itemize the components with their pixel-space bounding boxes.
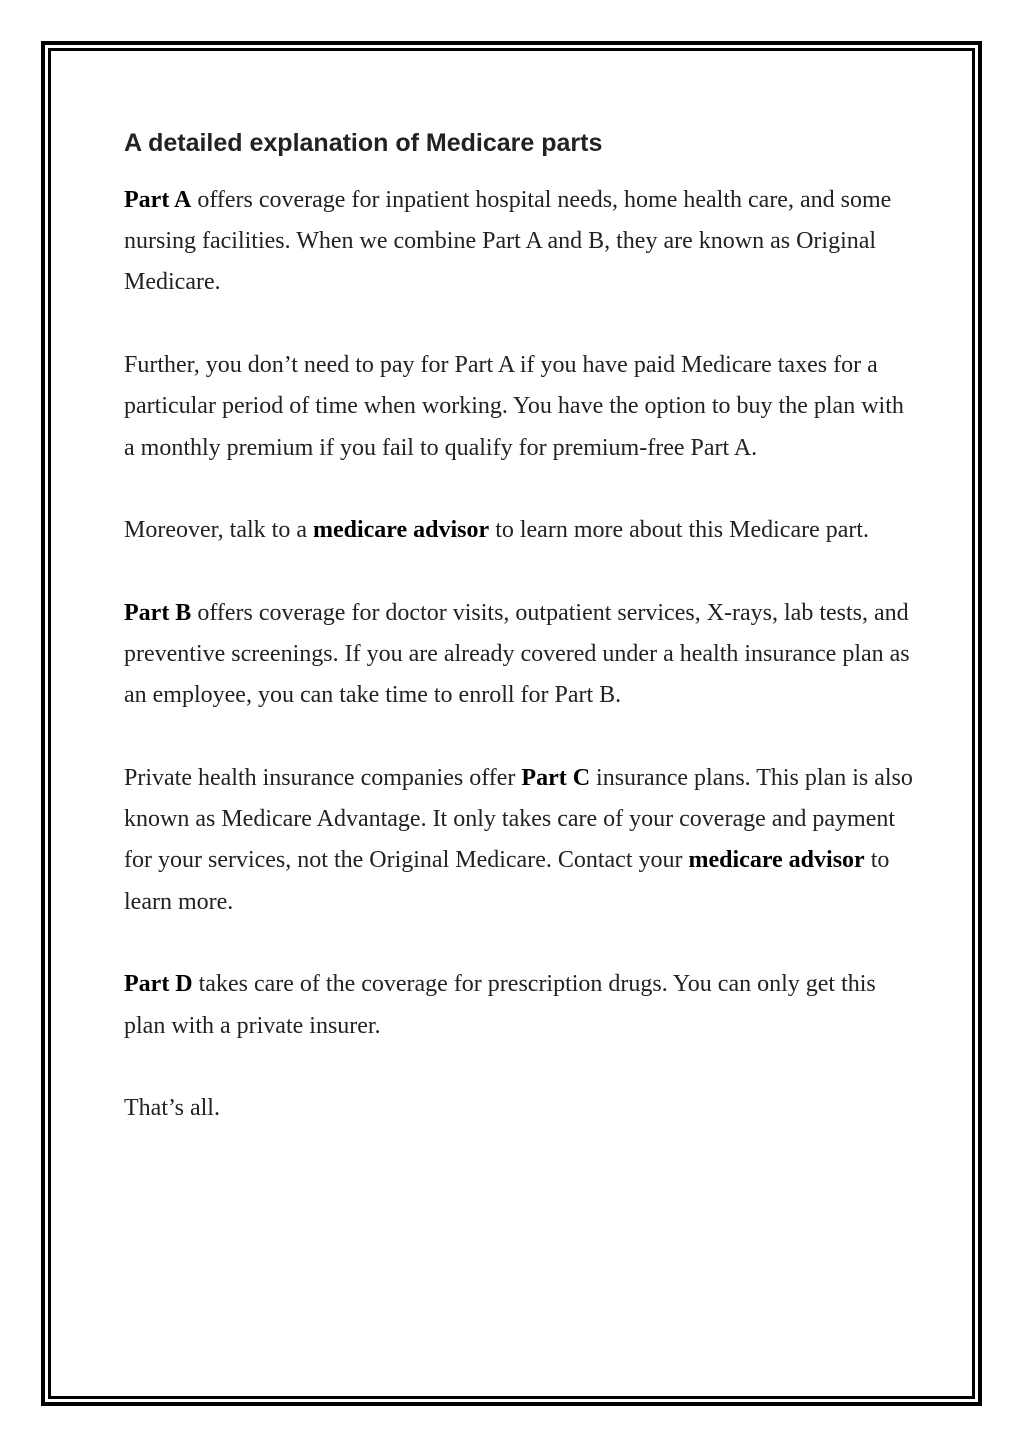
term-medicare-advisor: medicare advisor xyxy=(312,517,490,544)
premium-text: Further, you don’t need to pay for Part A if you have paid Medicare taxes for a particular period of time when working. You have the option to buy the plan with a monthly premium if you fail to qualify for premium-free Part A. xyxy=(124,352,904,461)
paragraph-part-c xyxy=(124,758,914,923)
part-c-after: to learn more. xyxy=(124,847,890,915)
paragraph-part-d xyxy=(124,964,914,1046)
advisor-note-before: Moreover, talk to a xyxy=(124,517,313,544)
term-part-b: Part B xyxy=(124,599,192,626)
paragraph-part-a xyxy=(124,180,914,304)
part-c-middle: insurance plans. This plan is also known as Medicare Advantage. It only takes care of your coverage and payment for your services, not the Original Medicare. Contact your xyxy=(124,765,913,874)
part-a-text: offers coverage for inpatient hospital needs, home health care, and some nursing facilities. When we combine Part A and B, they are known as Original Medicare. xyxy=(124,187,892,296)
document-body xyxy=(124,124,914,1171)
part-c-before: Private health insurance companies offer xyxy=(124,765,522,792)
closing-text: That’s all. xyxy=(124,1095,220,1122)
part-b-text: offers coverage for doctor visits, outpatient services, X-rays, lab tests, and preventive screenings. If you are already covered under a health insurance plan as an employee, you can take time to enroll for Part B. xyxy=(124,599,910,709)
paragraph-closing xyxy=(124,1088,914,1129)
term-part-d: Part D xyxy=(124,971,193,998)
document-title: A detailed explanation of Medicare parts xyxy=(124,129,603,157)
part-d-text: takes care of the coverage for prescription drugs. You can only get this plan with a private insurer. xyxy=(124,971,876,1039)
paragraph-premium xyxy=(124,345,914,469)
advisor-note-after: to learn more about this Medicare part. xyxy=(489,517,870,544)
term-part-c: Part C xyxy=(521,765,591,792)
paragraph-part-b xyxy=(124,593,914,717)
term-part-a: Part A xyxy=(124,187,192,213)
paragraph-advisor-note xyxy=(124,510,914,551)
term-medicare-advisor-2: medicare advisor xyxy=(688,847,865,874)
